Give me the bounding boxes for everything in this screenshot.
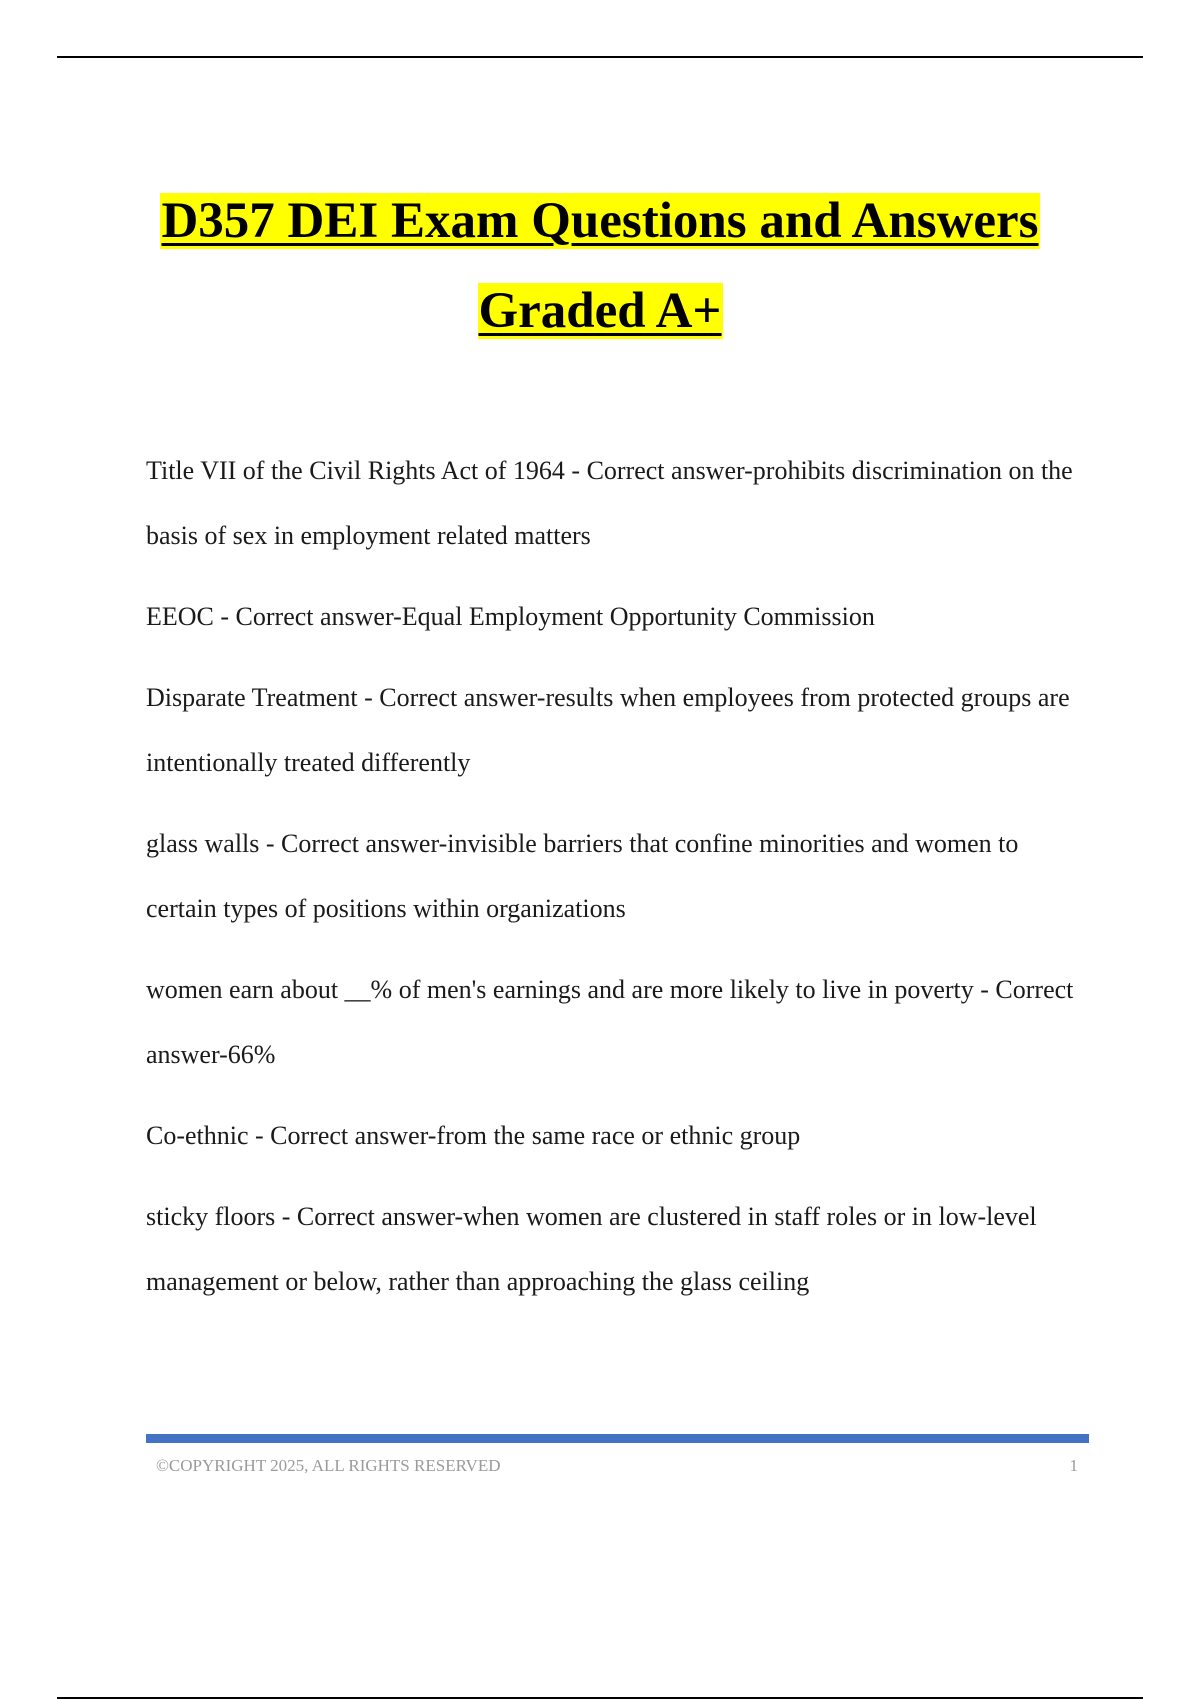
title-line-1 <box>0 176 1200 266</box>
page-top-rule <box>57 56 1143 58</box>
page-number: 1 <box>1069 1456 1078 1475</box>
qa-item: sticky floors - Correct answer-when women are clustered in staff roles or in low-level management or below, rather than approaching the glass ceiling <box>146 1202 1037 1296</box>
qa-item: EEOC - Correct answer-Equal Employment Opportunity Commission <box>146 602 875 631</box>
page-footer <box>156 1456 1078 1476</box>
page-bottom-rule <box>57 1697 1143 1699</box>
qa-item: glass walls - Correct answer-invisible barriers that confine minorities and women to certain types of positions within organizations <box>146 829 1019 923</box>
footer-accent-bar <box>146 1434 1089 1443</box>
qa-item: Title VII of the Civil Rights Act of 1964 - Correct answer-prohibits discrimination on the basis of sex in employment related matters <box>146 456 1073 550</box>
qa-item: Co-ethnic - Correct answer-from the same race or ethnic group <box>146 1121 801 1150</box>
qa-list <box>146 438 1086 1330</box>
document-title <box>0 176 1200 356</box>
copyright-text: ©COPYRIGHT 2025, ALL RIGHTS RESERVED <box>156 1456 501 1475</box>
qa-item: Disparate Treatment - Correct answer-results when employees from protected groups are intentionally treated differently <box>146 683 1070 777</box>
title-line-2-text: Graded A+ <box>478 283 722 339</box>
title-line-1-text: D357 DEI Exam Questions and Answers <box>161 193 1039 249</box>
title-line-2 <box>0 266 1200 356</box>
qa-item: women earn about __% of men's earnings and are more likely to live in poverty - Correct answer-66% <box>146 975 1074 1069</box>
